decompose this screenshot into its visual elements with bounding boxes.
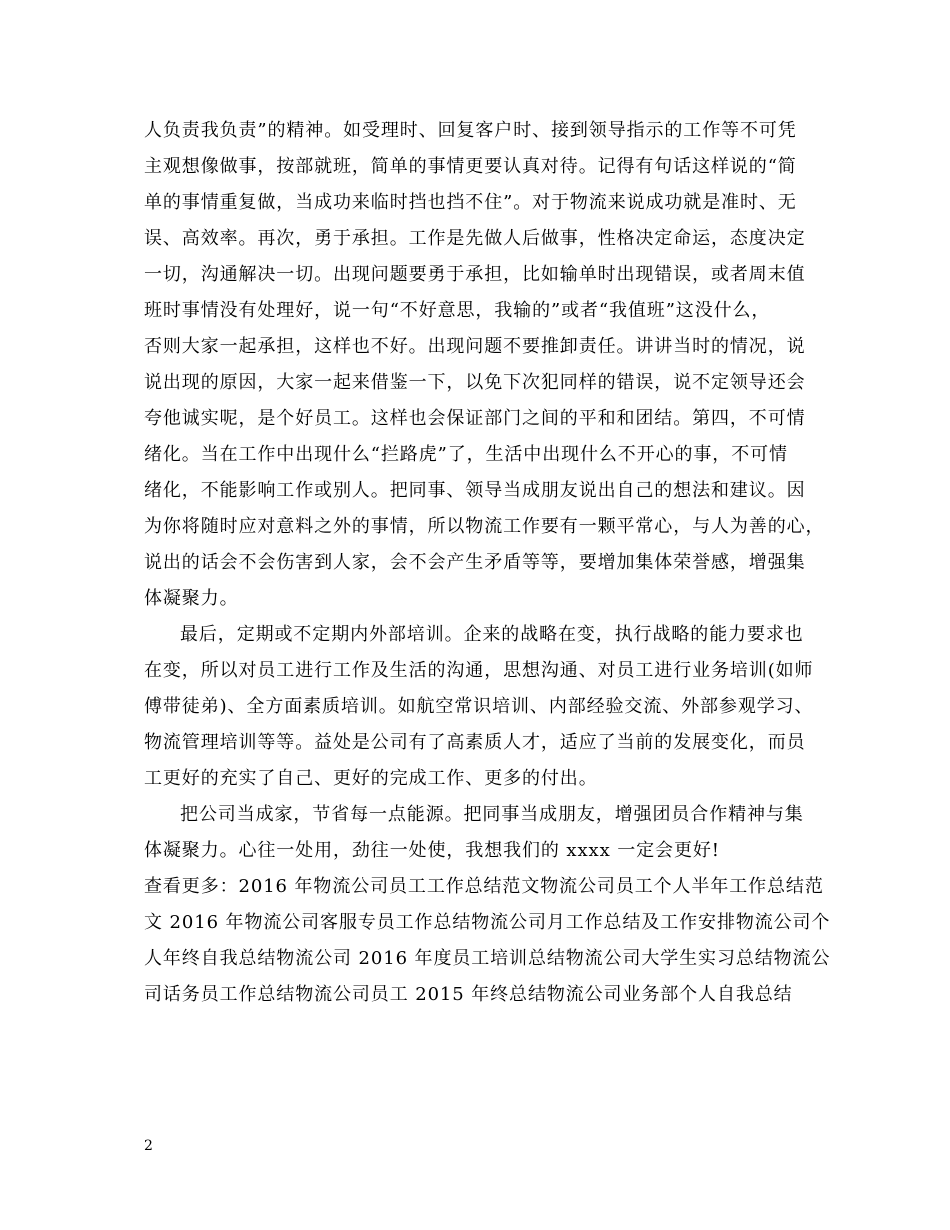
document-body	[144, 113, 831, 1013]
body-line: 主观想像做事，按部就班，简单的事情更要认真对待。记得有句话这样说的“简	[144, 156, 797, 177]
body-line: 否则大家一起承担，这样也不好。出现问题不要推卸责任。讲讲当时的情况，说	[144, 336, 806, 357]
body-line: 绪化，不能影响工作或别人。把同事、领导当成朋友说出自己的想法和建议。因	[144, 480, 806, 501]
page-number: 2	[144, 1138, 153, 1154]
body-line: 体凝聚力。心往一处用，劲往一处使，我想我们的 xxxx 一定会更好!	[144, 840, 720, 861]
body-line: 傅带徒弟)、全方面素质培训。如航空常识培训、内部经验交流、外部参观学习、	[144, 696, 814, 717]
body-line: 说出的话会不会伤害到人家，会不会产生矛盾等等，要增加集体荣誉感，增强集	[144, 552, 806, 573]
see-more-line: 文 2016 年物流公司客服专员工作总结物流公司月工作总结及工作安排物流公司个	[144, 912, 831, 933]
see-more-line: 查看更多：2016 年物流公司员工工作总结范文物流公司员工个人半年工作总结范	[144, 876, 824, 897]
see-more-line: 司话务员工作总结物流公司员工 2015 年终总结物流公司业务部个人自我总结	[144, 984, 793, 1005]
body-line: 一切，沟通解决一切。出现问题要勇于承担，比如输单时出现错误，或者周末值	[144, 264, 806, 285]
body-line: 夸他诚实呢，是个好员工。这样也会保证部门之间的平和和团结。第四，不可情	[144, 408, 806, 429]
body-line: 物流管理培训等等。益处是公司有了高素质人才，适应了当前的发展变化，而员	[144, 732, 806, 753]
body-line: 在变，所以对员工进行工作及生活的沟通，思想沟通、对员工进行业务培训(如师	[144, 660, 814, 681]
body-line: 说出现的原因，大家一起来借鉴一下，以免下次犯同样的错误，说不定领导还会	[144, 372, 806, 393]
body-line: 绪化。当在工作中出现什么“拦路虎”了，生活中出现什么不开心的事，不可情	[144, 444, 788, 465]
body-line: 单的事情重复做，当成功来临时挡也挡不住”。对于物流来说成功就是准时、无	[144, 192, 797, 213]
body-line: 人负责我负责”的精神。如受理时、回复客户时、接到领导指示的工作等不可凭	[144, 120, 797, 141]
body-line: 体凝聚力。	[144, 588, 239, 609]
body-line: 工更好的充实了自己、更好的完成工作、更多的付出。	[144, 768, 598, 789]
see-more-line: 人年终自我总结物流公司 2016 年度员工培训总结物流公司大学生实习总结物流公	[144, 948, 831, 969]
paragraph-first-line: 把公司当成家，节省每一点能源。把同事当成朋友，增强团员合作精神与集	[180, 804, 804, 825]
body-line: 误、高效率。再次，勇于承担。工作是先做人后做事，性格决定命运，态度决定	[144, 228, 806, 249]
body-line: 班时事情没有处理好，说一句“不好意思，我输的”或者“我值班”这没什么，	[144, 300, 771, 321]
body-line: 为你将随时应对意料之外的事情，所以物流工作要有一颗平常心，与人为善的心，	[144, 516, 825, 537]
paragraph-first-line: 最后，定期或不定期内外部培训。企来的战略在变，执行战略的能力要求也	[180, 624, 804, 645]
